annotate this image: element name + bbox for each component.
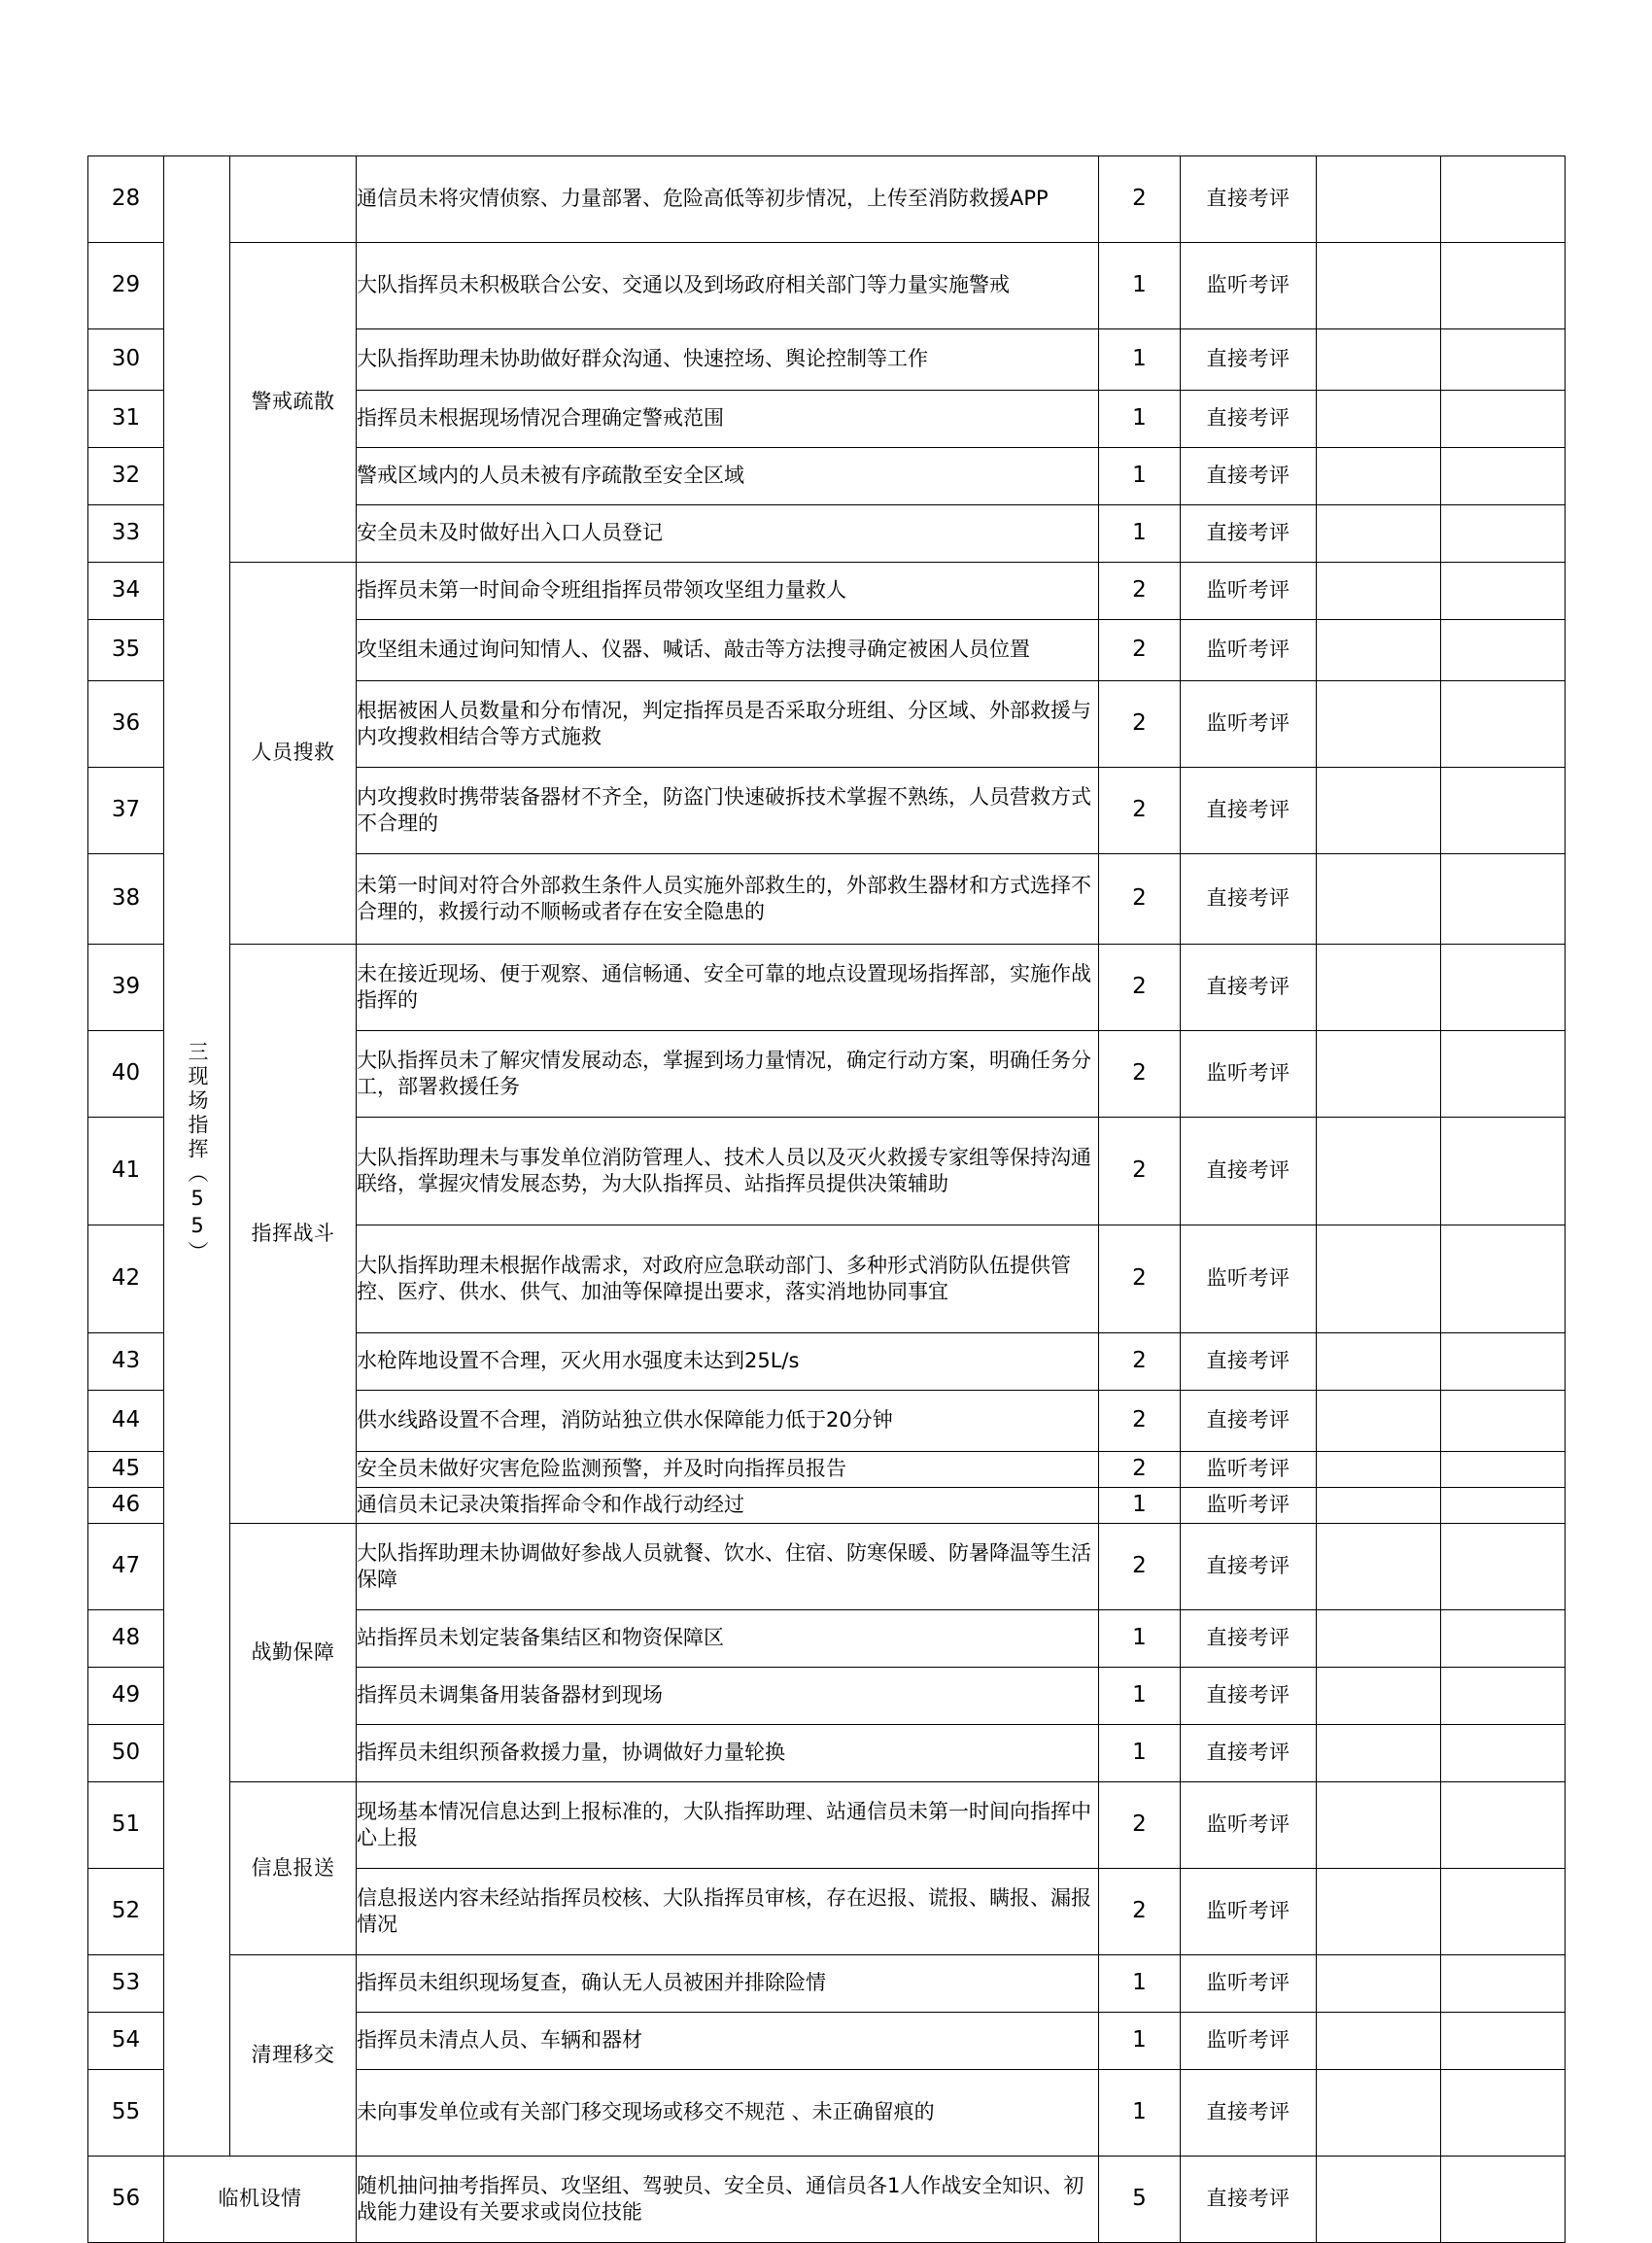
- table-row: [88, 1955, 1566, 2013]
- row-number: 56: [88, 2157, 164, 2243]
- score-value: 1: [1099, 1610, 1181, 1668]
- blank-cell-2[interactable]: [1441, 1118, 1566, 1225]
- evaluation-method: 直接考评: [1181, 768, 1317, 854]
- score-value: 2: [1099, 1031, 1181, 1118]
- score-value: 1: [1099, 505, 1181, 563]
- score-value: 2: [1099, 620, 1181, 681]
- blank-cell-1[interactable]: [1317, 2070, 1441, 2157]
- blank-cell-2[interactable]: [1441, 505, 1566, 563]
- deduction-description: 指挥员未组织预备救援力量，协调做好力量轮换: [357, 1725, 1099, 1782]
- evaluation-method: 监听考评: [1181, 1869, 1317, 1955]
- deduction-description: 攻坚组未通过询问知情人、仪器、喊话、敲击等方法搜寻确定被困人员位置: [357, 620, 1099, 681]
- deduction-description: 安全员未及时做好出入口人员登记: [357, 505, 1099, 563]
- score-value: 1: [1099, 1668, 1181, 1725]
- deduction-description: 未向事发单位或有关部门移交现场或移交不规范 、未正确留痕的: [357, 2070, 1099, 2157]
- evaluation-method: 直接考评: [1181, 1668, 1317, 1725]
- score-value: 1: [1099, 329, 1181, 391]
- sub-category-cell: 指挥战斗: [230, 945, 357, 1524]
- blank-cell-1[interactable]: [1317, 1955, 1441, 2013]
- row-number: 41: [88, 1118, 164, 1225]
- evaluation-method: 监听考评: [1181, 1452, 1317, 1488]
- score-value: 2: [1099, 1782, 1181, 1869]
- evaluation-method: 监听考评: [1181, 1955, 1317, 2013]
- row-number: 36: [88, 681, 164, 768]
- blank-cell-2[interactable]: [1441, 854, 1566, 945]
- deduction-description: 水枪阵地设置不合理，灭火用水强度未达到25L/s: [357, 1333, 1099, 1391]
- score-value: 2: [1099, 156, 1181, 243]
- blank-cell-2[interactable]: [1441, 945, 1566, 1031]
- blank-cell-1[interactable]: [1317, 768, 1441, 854]
- blank-cell-1[interactable]: [1317, 1524, 1441, 1610]
- score-value: 1: [1099, 1955, 1181, 2013]
- blank-cell-1[interactable]: [1317, 1391, 1441, 1452]
- sub-category-cell: 人员搜救: [230, 563, 357, 945]
- evaluation-method: 直接考评: [1181, 1725, 1317, 1782]
- deduction-description: 随机抽问抽考指挥员、攻坚组、驾驶员、安全员、通信员各1人作战安全知识、初战能力建设有关要求或岗位技能: [357, 2157, 1099, 2243]
- blank-cell-2[interactable]: [1441, 391, 1566, 448]
- row-number: 43: [88, 1333, 164, 1391]
- blank-cell-2[interactable]: [1441, 1869, 1566, 1955]
- evaluation-method: 直接考评: [1181, 156, 1317, 243]
- deduction-description: 指挥员未根据现场情况合理确定警戒范围: [357, 391, 1099, 448]
- evaluation-method: 直接考评: [1181, 2070, 1317, 2157]
- evaluation-method: 直接考评: [1181, 505, 1317, 563]
- evaluation-method: 监听考评: [1181, 2013, 1317, 2070]
- score-value: 2: [1099, 1869, 1181, 1955]
- row-number: 33: [88, 505, 164, 563]
- deduction-description: 大队指挥助理未协调做好参战人员就餐、饮水、住宿、防寒保暖、防暑降温等生活保障: [357, 1524, 1099, 1610]
- blank-cell-1[interactable]: [1317, 1452, 1441, 1488]
- deduction-description: 大队指挥助理未根据作战需求，对政府应急联动部门、多种形式消防队伍提供管控、医疗、供水、供气、加油等保障提出要求，落实消地协同事宜: [357, 1225, 1099, 1333]
- row-number: 37: [88, 768, 164, 854]
- row-number: 40: [88, 1031, 164, 1118]
- assessment-table: [87, 155, 1566, 2243]
- major-category-cell-last: 临机设情: [164, 2157, 357, 2243]
- blank-cell-1[interactable]: [1317, 1668, 1441, 1725]
- deduction-description: 大队指挥助理未与事发单位消防管理人、技术人员以及灭火救援专家组等保持沟通联络，掌握灾情发展态势，为大队指挥员、站指挥员提供决策辅助: [357, 1118, 1099, 1225]
- blank-cell-1[interactable]: [1317, 1725, 1441, 1782]
- blank-cell-1[interactable]: [1317, 1118, 1441, 1225]
- evaluation-method: 直接考评: [1181, 945, 1317, 1031]
- evaluation-method: 监听考评: [1181, 563, 1317, 620]
- deduction-description: 指挥员未调集备用装备器材到现场: [357, 1668, 1099, 1725]
- evaluation-method: 直接考评: [1181, 448, 1317, 505]
- blank-cell-2[interactable]: [1441, 1955, 1566, 2013]
- row-number: 51: [88, 1782, 164, 1869]
- evaluation-method: 监听考评: [1181, 1488, 1317, 1524]
- score-value: 5: [1099, 2157, 1181, 2243]
- blank-cell-2[interactable]: [1441, 1391, 1566, 1452]
- blank-cell-2[interactable]: [1441, 1782, 1566, 1869]
- deduction-description: 现场基本情况信息达到上报标准的，大队指挥助理、站通信员未第一时间向指挥中心上报: [357, 1782, 1099, 1869]
- evaluation-method: 监听考评: [1181, 681, 1317, 768]
- blank-cell-2[interactable]: [1441, 1031, 1566, 1118]
- deduction-description: 站指挥员未划定装备集结区和物资保障区: [357, 1610, 1099, 1668]
- evaluation-method: 监听考评: [1181, 243, 1317, 329]
- deduction-description: 通信员未将灾情侦察、力量部署、危险高低等初步情况，上传至消防救援APP: [357, 156, 1099, 243]
- major-category-cell: [164, 156, 230, 2157]
- row-number: 42: [88, 1225, 164, 1333]
- blank-cell-1[interactable]: [1317, 391, 1441, 448]
- blank-cell-1[interactable]: [1317, 505, 1441, 563]
- evaluation-method: 直接考评: [1181, 1333, 1317, 1391]
- score-value: 1: [1099, 2070, 1181, 2157]
- score-value: 2: [1099, 1452, 1181, 1488]
- evaluation-method: 直接考评: [1181, 1524, 1317, 1610]
- row-number: 50: [88, 1725, 164, 1782]
- row-number: 31: [88, 391, 164, 448]
- table-row: [88, 2157, 1566, 2243]
- blank-cell-2[interactable]: [1441, 1452, 1566, 1488]
- row-number: 28: [88, 156, 164, 243]
- evaluation-method: 直接考评: [1181, 1391, 1317, 1452]
- score-value: 2: [1099, 1391, 1181, 1452]
- evaluation-method: 监听考评: [1181, 620, 1317, 681]
- table-row: [88, 1524, 1566, 1610]
- row-number: 53: [88, 1955, 164, 2013]
- blank-cell-1[interactable]: [1317, 2013, 1441, 2070]
- score-value: 1: [1099, 243, 1181, 329]
- table-row: [88, 243, 1566, 329]
- row-number: 47: [88, 1524, 164, 1610]
- row-number: 39: [88, 945, 164, 1031]
- deduction-description: 安全员未做好灾害危险监测预警，并及时向指挥员报告: [357, 1452, 1099, 1488]
- blank-cell-1[interactable]: [1317, 243, 1441, 329]
- blank-cell-1[interactable]: [1317, 1031, 1441, 1118]
- row-number: 32: [88, 448, 164, 505]
- deduction-description: 未在接近现场、便于观察、通信畅通、安全可靠的地点设置现场指挥部，实施作战指挥的: [357, 945, 1099, 1031]
- blank-cell-2[interactable]: [1441, 2070, 1566, 2157]
- blank-cell-2[interactable]: [1441, 1610, 1566, 1668]
- score-value: 2: [1099, 563, 1181, 620]
- deduction-description: 警戒区域内的人员未被有序疏散至安全区域: [357, 448, 1099, 505]
- row-number: 54: [88, 2013, 164, 2070]
- blank-cell-1[interactable]: [1317, 448, 1441, 505]
- assessment-table-container: [87, 155, 1565, 2243]
- deduction-description: 根据被困人员数量和分布情况，判定指挥员是否采取分班组、分区域、外部救援与内攻搜救相结合等方式施救: [357, 681, 1099, 768]
- row-number: 44: [88, 1391, 164, 1452]
- blank-cell-1[interactable]: [1317, 854, 1441, 945]
- deduction-description: 未第一时间对符合外部救生条件人员实施外部救生的，外部救生器材和方式选择不合理的，救援行动不顺畅或者存在安全隐患的: [357, 854, 1099, 945]
- row-number: 46: [88, 1488, 164, 1524]
- blank-cell-2[interactable]: [1441, 1668, 1566, 1725]
- row-number: 38: [88, 854, 164, 945]
- blank-cell-2[interactable]: [1441, 681, 1566, 768]
- blank-cell-1[interactable]: [1317, 1869, 1441, 1955]
- row-number: 34: [88, 563, 164, 620]
- blank-cell-2[interactable]: [1441, 1725, 1566, 1782]
- deduction-description: 大队指挥员未了解灾情发展动态，掌握到场力量情况，确定行动方案，明确任务分工，部署救援任务: [357, 1031, 1099, 1118]
- score-value: 2: [1099, 681, 1181, 768]
- evaluation-method: 监听考评: [1181, 1031, 1317, 1118]
- sub-category-cell: 信息报送: [230, 1782, 357, 1955]
- evaluation-method: 直接考评: [1181, 854, 1317, 945]
- deduction-description: 内攻搜救时携带装备器材不齐全，防盗门快速破拆技术掌握不熟练，人员营救方式不合理的: [357, 768, 1099, 854]
- table-row: [88, 563, 1566, 620]
- deduction-description: 指挥员未第一时间命令班组指挥员带领攻坚组力量救人: [357, 563, 1099, 620]
- row-number: 45: [88, 1452, 164, 1488]
- score-value: 2: [1099, 1524, 1181, 1610]
- blank-cell-2[interactable]: [1441, 620, 1566, 681]
- table-row: [88, 156, 1566, 243]
- evaluation-method: 直接考评: [1181, 329, 1317, 391]
- row-number: 29: [88, 243, 164, 329]
- deduction-description: 指挥员未清点人员、车辆和器材: [357, 2013, 1099, 2070]
- row-number: 55: [88, 2070, 164, 2157]
- blank-cell-1[interactable]: [1317, 945, 1441, 1031]
- deduction-description: 大队指挥员未积极联合公安、交通以及到场政府相关部门等力量实施警戒: [357, 243, 1099, 329]
- score-value: 1: [1099, 1725, 1181, 1782]
- evaluation-method: 直接考评: [1181, 391, 1317, 448]
- blank-cell-1[interactable]: [1317, 563, 1441, 620]
- blank-cell-1[interactable]: [1317, 329, 1441, 391]
- sub-category-cell: 警戒疏散: [230, 243, 357, 563]
- blank-cell-2[interactable]: [1441, 243, 1566, 329]
- blank-cell-2[interactable]: [1441, 2013, 1566, 2070]
- score-value: 2: [1099, 854, 1181, 945]
- blank-cell-1[interactable]: [1317, 620, 1441, 681]
- blank-cell-2[interactable]: [1441, 1333, 1566, 1391]
- score-value: 2: [1099, 945, 1181, 1031]
- sub-category-cell-empty: [230, 156, 357, 243]
- score-value: 2: [1099, 1225, 1181, 1333]
- blank-cell-1[interactable]: [1317, 1610, 1441, 1668]
- deduction-description: 供水线路设置不合理，消防站独立供水保障能力低于20分钟: [357, 1391, 1099, 1452]
- blank-cell-2[interactable]: [1441, 448, 1566, 505]
- blank-cell-1[interactable]: [1317, 2157, 1441, 2243]
- row-number: 49: [88, 1668, 164, 1725]
- sub-category-cell: 战勤保障: [230, 1524, 357, 1782]
- deduction-description: 指挥员未组织现场复查，确认无人员被困并排除险情: [357, 1955, 1099, 2013]
- score-value: 1: [1099, 448, 1181, 505]
- evaluation-method: 直接考评: [1181, 1118, 1317, 1225]
- blank-cell-2[interactable]: [1441, 563, 1566, 620]
- row-number: 48: [88, 1610, 164, 1668]
- deduction-description: 大队指挥助理未协助做好群众沟通、快速控场、舆论控制等工作: [357, 329, 1099, 391]
- sub-category-cell: 清理移交: [230, 1955, 357, 2157]
- assessment-table-body: [88, 156, 1566, 2243]
- blank-cell-2[interactable]: [1441, 156, 1566, 243]
- blank-cell-2[interactable]: [1441, 1225, 1566, 1333]
- score-value: 1: [1099, 391, 1181, 448]
- blank-cell-2[interactable]: [1441, 1524, 1566, 1610]
- score-value: 2: [1099, 1333, 1181, 1391]
- blank-cell-1[interactable]: [1317, 1225, 1441, 1333]
- evaluation-method: 监听考评: [1181, 1782, 1317, 1869]
- blank-cell-2[interactable]: [1441, 1488, 1566, 1524]
- blank-cell-1[interactable]: [1317, 156, 1441, 243]
- row-number: 30: [88, 329, 164, 391]
- blank-cell-1[interactable]: [1317, 1782, 1441, 1869]
- row-number: 52: [88, 1869, 164, 1955]
- evaluation-method: 直接考评: [1181, 1610, 1317, 1668]
- major-category-label: 三现场指挥（55）: [186, 1040, 209, 1265]
- blank-cell-1[interactable]: [1317, 1333, 1441, 1391]
- score-value: 1: [1099, 2013, 1181, 2070]
- row-number: 35: [88, 620, 164, 681]
- table-row: [88, 1782, 1566, 1869]
- table-row: [88, 945, 1566, 1031]
- blank-cell-2[interactable]: [1441, 768, 1566, 854]
- blank-cell-2[interactable]: [1441, 329, 1566, 391]
- blank-cell-1[interactable]: [1317, 681, 1441, 768]
- blank-cell-2[interactable]: [1441, 2157, 1566, 2243]
- deduction-description: 通信员未记录决策指挥命令和作战行动经过: [357, 1488, 1099, 1524]
- score-value: 2: [1099, 768, 1181, 854]
- score-value: 2: [1099, 1118, 1181, 1225]
- evaluation-method: 直接考评: [1181, 2157, 1317, 2243]
- score-value: 1: [1099, 1488, 1181, 1524]
- deduction-description: 信息报送内容未经站指挥员校核、大队指挥员审核，存在迟报、谎报、瞒报、漏报情况: [357, 1869, 1099, 1955]
- blank-cell-1[interactable]: [1317, 1488, 1441, 1524]
- evaluation-method: 监听考评: [1181, 1225, 1317, 1333]
